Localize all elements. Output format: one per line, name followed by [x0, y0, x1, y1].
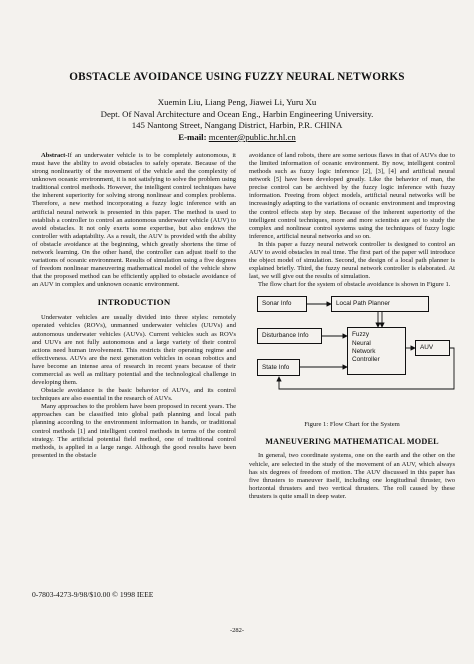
author-department: Dept. Of Naval Architecture and Ocean Eng., Harbin Engineering University. — [100, 108, 374, 119]
flow-chart-figure — [249, 293, 455, 415]
fnn-label-line-3: Network — [352, 347, 376, 355]
local-path-planner-box: Local Path Planner — [331, 296, 429, 312]
state-info-box: State Info — [257, 359, 300, 376]
copyright-line: 0-7803-4273-9/98/$10.00 © 1998 IEEE — [32, 590, 154, 599]
author-email-line — [40, 132, 434, 144]
right-column — [249, 152, 455, 501]
body-paragraph-2: In this paper a fuzzy neural network controller is designed to control an AUV to avoid obstacles in real time. The first part of the paper will introduce the object model of simulation. Second, the design of a local path planner is explained briefly. Third, the fuzzy neural network controller is elaborated. At last, we will give out the results of simulation. — [249, 240, 455, 281]
body-paragraph-3: The flow chart for the system of obstacle avoidance is shown in Figure 1. — [258, 281, 451, 289]
figure-caption: Figure 1: Flow Chart for the System — [304, 421, 400, 429]
abstract — [32, 152, 236, 289]
body-paragraph-1: avoidance of land robots, there are some serious flaws in that of AUVs due to the limited information of oceanic environment. By now, intelligent control methods such as fuzzy logic inference [2], [3], [4] and artificial neural network [5] have been developed greatly. Like the behavior of man, the precise control can be archived by the fuzzy logic inference with fuzzy information. Freeing from object models, artificial neural networks will be increasingly adapting to the variations of oceanic environment and improving the control effects step by step. Because of the inherent superiority of the intelligent control techniques, more and more scientists are apt to study the complex and nonlinear control systems using the techniques of fuzzy logic inference, artificial neural networks and so on. — [249, 152, 455, 240]
intro-paragraph-2: Obstacle avoidance is the basic behavior of AUVs, and its control techniques are also essential in the research of AUVs. — [32, 387, 236, 403]
email-label: E-mail: — [178, 131, 207, 142]
paper-title: OBSTACLE AVOIDANCE USING FUZZY NEURAL NETWORKS — [69, 71, 405, 83]
intro-paragraph-3: Many approaches to the problem have been proposed in recent years. The approaches can be classified into global path planning and local path planning according to the environment information in hands, or traditional control methods [1] and intelligent control methods in terms of the control strategy. The artificial potential field method, one of traditional control methods, is applied in a large range. Although the good results have been presented in the obstacle — [32, 403, 236, 459]
email-link[interactable]: mcenter@public.hr.hl.cn — [208, 131, 296, 142]
author-block — [40, 97, 434, 143]
fuzzy-neural-network-controller-box — [347, 327, 406, 375]
left-column — [32, 152, 236, 460]
page-number: -282- — [229, 627, 245, 634]
abstract-lead: Abstract- — [41, 152, 68, 159]
author-address: 145 Nantong Street, Nangang District, Harbin, P.R. CHINA — [131, 120, 343, 131]
auv-box: AUV — [415, 340, 450, 356]
fnn-label-line-4: Controller — [352, 355, 380, 363]
sonar-info-box: Sonar Info — [257, 296, 307, 312]
maneuvering-paragraph: In general, two coordinate systems, one on the earth and the other on the vehicle, are selected in the study of the movement of an AUV, which always has six degrees of freedom of motion. The AUV discussed in this paper has five thrusters to maneuver itself, including one longitudinal thruster, two horizontal thrusters and two vertical thrusters. The roll caused by these thrusters is quite small in deep water. — [249, 452, 455, 500]
author-names: Xuemin Liu, Liang Peng, Jiawei Li, Yuru Xu — [157, 97, 317, 107]
fnn-label-line-2: Neural — [352, 339, 371, 347]
introduction-heading: INTRODUCTION — [97, 297, 171, 308]
fnn-label-line-1: Fuzzy — [352, 331, 370, 339]
maneuvering-heading: MANEUVERING MATHEMATICAL MODEL — [265, 437, 439, 447]
abstract-text: If an underwater vehicle is to be completely autonomous, it must have the ability to avoid obstacles to safely operate. Because of the strong nonlinearity of the movement of the vehicle and the complexity of unknown oceanic environment, it is not satisfying to solve the problem using traditional control methods. However, the intelligent control techniques have the inherent superiority for solving strong nonlinear and complex problems. Therefore, a new method incorporating a fuzzy logic inference with an artificial neural network is presented in this paper. The method is used to establish a controller to control an autonomous underwater vehicle (AUV) to avoid obstacles. It not only exerts some expertise, but also endows the controller with adaptability. As a result, the AUV is provided with the ability of obstacle avoidance at the beginning, which greatly shortens the time of network learning. On the other hand, the controller can adjust itself to the variations of oceanic environment. Results of simulation using a five degrees of freedom nonlinear maneuvering mathematical model of the vehicle show that the proposed method can be efficiently applied to obstacle avoidance of an AUV in complex and unknown oceanic environment. — [32, 152, 236, 289]
intro-paragraph-1: Underwater vehicles are usually divided into three styles: remotely operated vehicles (ROVs), unmanned underwater vehicles (UUVs) and autonomous underwater vehicles (AUVs). Current vehicles such as ROVs and UUVs are not fully autonomous and a large variety of their control actions need human involvement. This restricts their operating regime and effectiveness. AUVs are the next generation vehicles in ocean robotics and have become an intense area of research in recent years because of their commercial as well as military potential and the technological challenge in developing them. — [32, 314, 236, 387]
disturbance-info-box: Disturbance Info — [257, 328, 322, 344]
